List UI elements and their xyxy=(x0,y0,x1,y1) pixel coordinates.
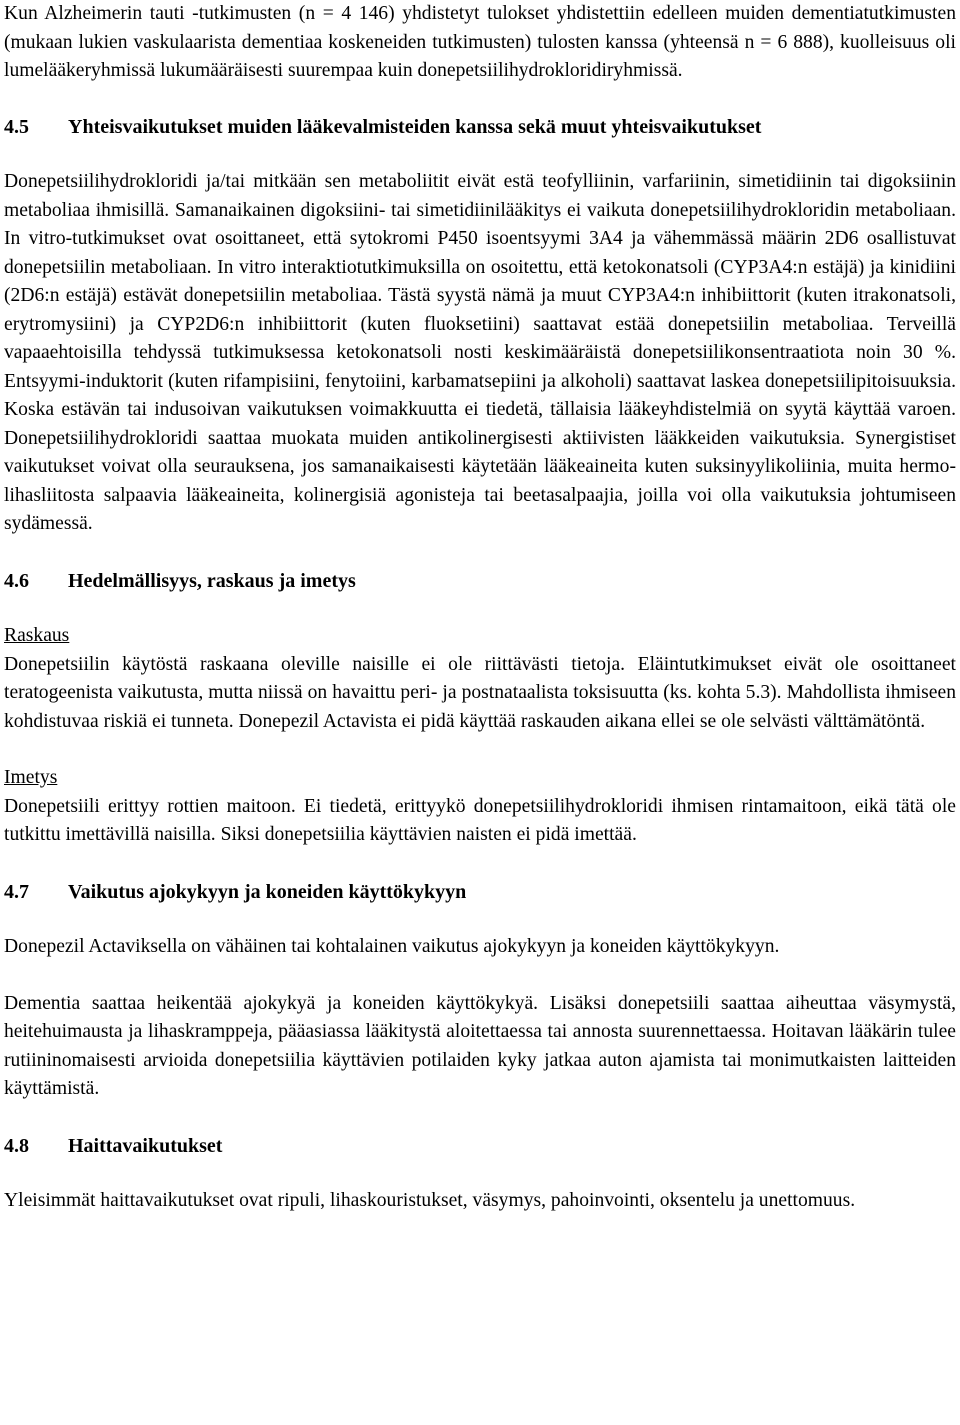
section-4-8-paragraph: Yleisimmät haittavaikutukset ovat ripuli, lihaskouristukset, väsymys, pahoinvointi, oksentelu ja unettomuus. xyxy=(4,1190,856,1211)
document-page xyxy=(4,0,956,1216)
raskaus-paragraph: Donepetsiilin käytöstä raskaana oleville naisille ei ole riittävästi tietoja. Eläintutkimukset eivät ole osoittaneet teratogeenista vaikutusta, mutta niissä on havaittu peri- ja postnataalista toksisuutta (ks. kohta 5.3). Mahdollista ihmiseen kohdistuvaa riskiä ei tunneta. Donepezil Actavista ei pidä käyttää raskauden aikana ellei se ole selvästi välttämätöntä. xyxy=(4,653,956,732)
section-title: Yhteisvaikutukset muiden lääkevalmisteiden kanssa sekä muut yhteisvaikutukset xyxy=(68,115,762,138)
section-4-7-heading xyxy=(4,878,956,907)
section-4-7-paragraph-1: Donepezil Actaviksella on vähäinen tai kohtalainen vaikutus ajokykyyn ja koneiden käyttökykyyn. xyxy=(4,936,780,957)
section-4-5-heading xyxy=(4,113,956,142)
section-number: 4.7 xyxy=(4,880,29,903)
section-title: Haittavaikutukset xyxy=(68,1134,223,1157)
section-4-6-heading xyxy=(4,567,956,596)
imetys-paragraph: Donepetsiili erittyy rottien maitoon. Ei tiedetä, erittyykö donepetsiilihydrokloridi ihmisen rintamaitoon, eikä tätä ole tutkittu imettävillä naisilla. Siksi donepetsiilia käyttävien naisten ei pidä imettää. xyxy=(4,795,956,845)
section-title: Vaikutus ajokykyyn ja koneiden käyttökykyyn xyxy=(68,880,467,903)
section-number: 4.8 xyxy=(4,1134,29,1157)
section-number: 4.5 xyxy=(4,115,29,138)
section-4-7-paragraph-2: Dementia saattaa heikentää ajokykyä ja koneiden käyttökykyä. Lisäksi donepetsiili saattaa aiheuttaa väsymystä, heitehuimausta ja lihaskramppeja, pääasiassa lääkitystä aloitettaessa tai annosta suurennettaessa. Hoitavan lääkärin tulee rutiininomaisesti arvioida donepetsiilia käyttävien potilaiden kyky jatkaa auton ajamista tai monimutkaisten laitteiden käyttämistä. xyxy=(4,992,956,1099)
raskaus-subheading: Raskaus xyxy=(4,625,70,646)
section-title: Hedelmällisyys, raskaus ja imetys xyxy=(68,569,356,592)
section-4-8-heading xyxy=(4,1132,956,1161)
section-4-5-body: Donepetsiilihydrokloridi ja/tai mitkään sen metaboliitit eivät estä teofylliinin, varfariinin, simetidiinin tai digoksiinin metaboliaa ihmisillä. Samanaikainen digoksiini- tai simetidiinilääkitys ei vaikuta donepetsiilihydrokloridin metaboliaan. In vitro-tutkimukset ovat osoittaneet, että sytokromi P450 isoentsyymi 3A4 ja vähemmässä määrin 2D6 osallistuvat donepetsiilin metaboliaan. In vitro interaktiotutkimuksilla on osoitettu, että ketokonatsoli (CYP3A4:n estäjä) ja kinidiini (2D6:n estäjä) estävät donepetsiilin metaboliaa. Tästä syystä nämä ja muut CYP3A4:n inhibiittorit (kuten itrakonatsoli, erytromysiini) ja CYP2D6:n inhibiittorit (kuten fluoksetiini) saattavat estää donepetsiilin metaboliaa. Terveillä vapaaehtoisilla tehdyssä tutkimuksessa ketokonatsoli nosti keskimääräistä donepetsiilikonsentraatiota noin 30 %. Entsyymi-induktorit (kuten rifampisiini, fenytoiini, karbamatsepiini ja alkoholi) saattavat laskea donepetsiilipitoisuuksia. Koska estävän tai indusoivan vaikutuksen voimakkuutta ei tiedetä, tällaisia lääkeyhdistelmiä on syytä käyttää varoen. Donepetsiilihydrokloridi saattaa muokata muiden antikolinergisesti aktiivisten lääkkeiden vaikutuksia. Synergistiset vaikutukset voivat olla seurauksena, jos samanaikaisesti käytetään lääkeaineita kuten suksinyylikoliinia, muita hermo-lihasliitosta salpaavia lääkeaineita, kolinergisiä agonisteja tai beetasalpaajia, joilla voi olla vaikutuksia johtumiseen sydämessä. xyxy=(4,171,956,534)
section-number: 4.6 xyxy=(4,569,29,592)
intro-paragraph: Kun Alzheimerin tauti -tutkimusten (n = 4 146) yhdistetyt tulokset yhdistettiin edelleen muiden dementiatutkimusten (mukaan lukien vaskulaarista dementiaa koskeneiden tutkimusten) tulosten kanssa (yhteensä n = 6 888), kuolleisuus oli lumelääkeryhmissä lukumääräisesti suurempaa kuin donepetsiilihydrokloridiryhmissä. xyxy=(4,3,956,81)
imetys-subheading: Imetys xyxy=(4,767,58,788)
